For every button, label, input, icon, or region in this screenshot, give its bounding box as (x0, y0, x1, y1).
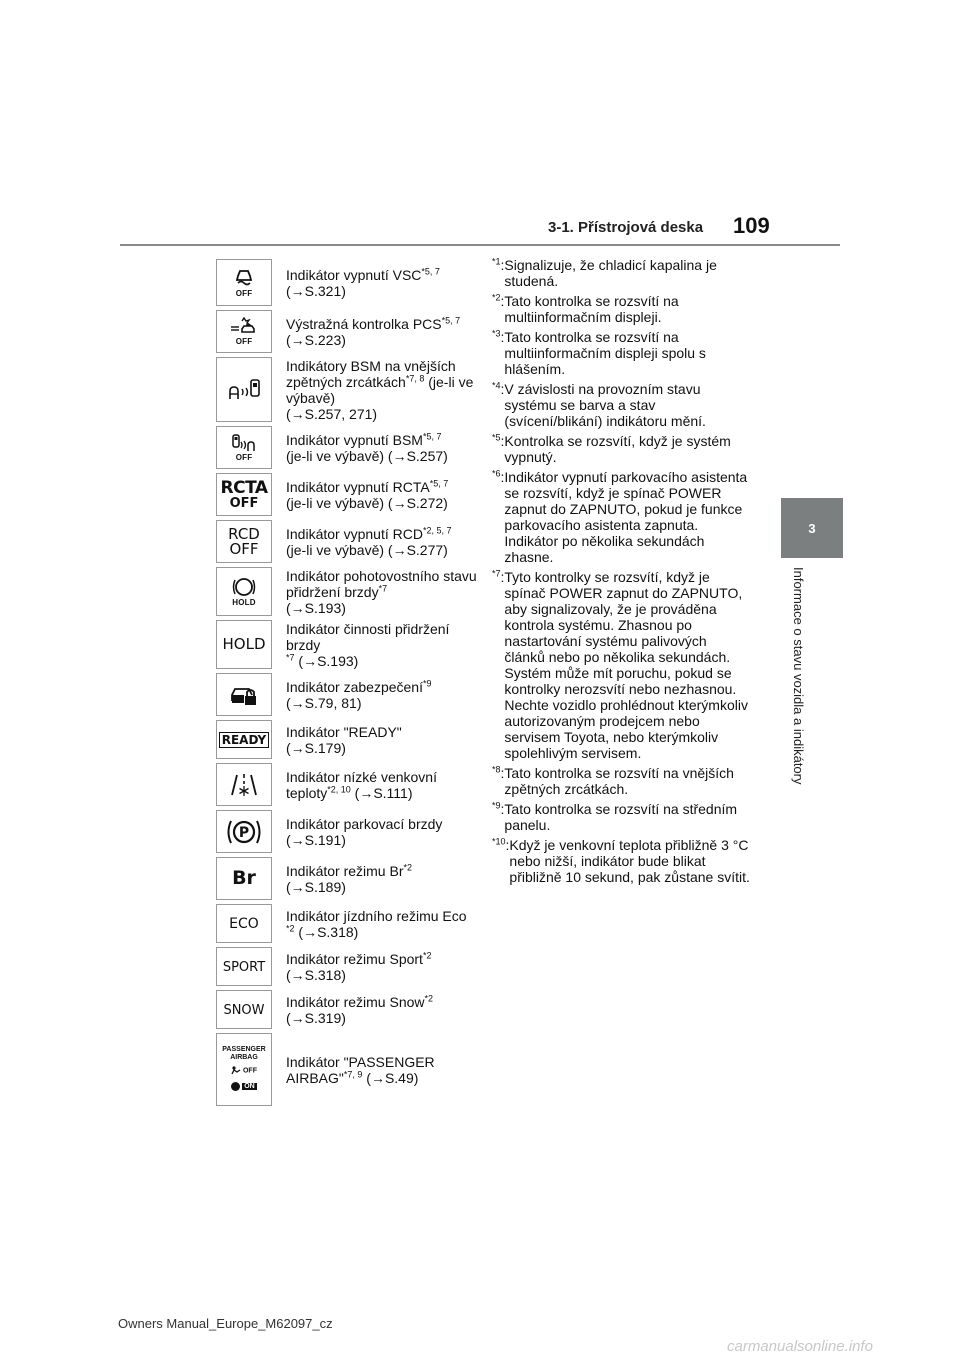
table-row (217, 568, 480, 616)
security-indicator-icon (217, 674, 272, 716)
table-row (217, 674, 480, 716)
indicator-description: Indikátor režimu Snow$^{*2}$ (→S.319) (286, 992, 434, 1026)
footnote-item (492, 433, 750, 465)
table-row (217, 474, 480, 516)
footnote-item (492, 329, 750, 377)
table-row (217, 358, 480, 422)
footnote-mark: $^{*3}$: (492, 328, 505, 345)
vsc-off-icon: OFF (217, 260, 272, 306)
footnote-text: Když je venkovní teplota přibližně 3 °C nebo nižší, indikátor bude blikat přibližně 10 sekund, pak zůstane svítit. (509, 837, 750, 885)
low-outside-temp-icon (217, 764, 272, 806)
footnote-mark: $^{*7}$: (492, 568, 505, 585)
indicator-description: Indikátor parkovací brzdy (→S.191) (286, 815, 443, 848)
br-mode-icon: Br (217, 858, 272, 900)
table-row (217, 521, 480, 563)
footnote-item (492, 293, 750, 325)
chapter-title: Informace o stavu vozidla a indikátory (791, 567, 806, 785)
parking-brake-icon (217, 811, 272, 853)
bsm-mirror-icon (217, 358, 272, 422)
footnote-item (492, 837, 750, 885)
table-row (217, 311, 480, 353)
footnote-text: Tato kontrolka se rozsvítí na vnějších zpětných zrcátkách. (504, 765, 734, 797)
table-row (217, 991, 480, 1029)
sport-mode-icon: SPORT (217, 948, 272, 986)
indicator-description: Indikátor nízké venkovní teploty$^{*2, 10}$ (→S.111) (286, 768, 437, 801)
indicator-description: Indikátor jízdního režimu Eco $^{*2}$ (→S.318) (286, 907, 467, 940)
indicator-description: Indikátor vypnutí RCD$^{*2, 5, 7}$ (je-li ve výbavě) (→S.277) (286, 524, 452, 558)
indicator-description: Indikátor vypnutí RCTA$^{*5, 7}$ (je-li ve výbavě) (→S.272) (286, 477, 449, 511)
pcs-warning-off-icon: OFF (217, 311, 272, 353)
header-divider (120, 244, 840, 246)
table-row (217, 905, 480, 943)
footnote-text: Tato kontrolka se rozsvítí na multiinformačním displeji. (504, 293, 679, 325)
footnote-text: Tato kontrolka se rozsvítí na multiinformačním displeji spolu s hlášením. (504, 329, 706, 377)
footnotes (492, 257, 750, 889)
indicator-description: Výstražná kontrolka PCS$^{*5, 7}$ (→S.223) (286, 314, 461, 348)
section-title: 3-1. Přístrojová deska (548, 219, 704, 236)
footnote-mark: $^{*5}$: (492, 432, 505, 449)
manual-id: Owners Manual_Europe_M62097_cz (118, 1316, 333, 1331)
bsm-off-icon: OFF (217, 427, 272, 469)
footnote-mark: $^{*10}$: (492, 836, 510, 853)
footnote-item (492, 801, 750, 833)
indicator-description: Indikátor "READY" (→S.179) (286, 723, 402, 756)
table-row (217, 1034, 480, 1106)
footnote-mark: $^{*4}$: (492, 380, 505, 397)
table-row (217, 427, 480, 469)
indicator-description: Indikátor zabezpečení$^{*9}$ (→S.79, 81) (286, 677, 432, 711)
indicator-description: Indikátor pohotovostního stavu přidržení brzdy$^{*7}$ (→S.193) (286, 567, 477, 616)
footnote-text: Tato kontrolka se rozsvítí na středním panelu. (504, 801, 738, 833)
brake-hold-operated-icon: HOLD (217, 621, 272, 669)
indicator-description: Indikátor vypnutí VSC$^{*5, 7}$ (→S.321) (286, 265, 440, 299)
brake-hold-standby-icon: HOLD (217, 568, 272, 616)
table-row (217, 948, 480, 986)
indicator-description: Indikátor režimu Br$^{*2}$ (→S.189) (286, 861, 412, 895)
indicator-table (216, 259, 480, 1106)
table-row (217, 721, 480, 759)
footnote-text: Indikátor vypnutí parkovacího asistenta se rozsvítí, když je spínač POWER zapnut do ZAPNUTO, pokud je funkce parkovacího asistenta zapnuta. Indikátor po několika sekundách zhasne. (504, 469, 748, 565)
watermark: carmanualsonline.info (727, 1338, 873, 1355)
indicator-description: Indikátory BSM na vnějších zpětných zrcátkách$^{*7, 8}$ (je-li ve výbavě) (→S.257, 271) (286, 357, 474, 422)
indicator-description: Indikátor činnosti přidržení brzdy $^{*7}$ (→S.193) (286, 620, 450, 669)
eco-mode-icon: ECO (217, 905, 272, 943)
rcta-off-icon: RCTA OFF (217, 474, 272, 516)
footnote-mark: $^{*9}$: (492, 800, 505, 817)
footnote-mark: $^{*8}$: (492, 764, 505, 781)
chapter-tab (781, 498, 843, 558)
footnote-text: Signalizuje, že chladicí kapalina je studená. (504, 257, 717, 289)
indicator-description: Indikátor "PASSENGER AIRBAG"$^{*7, 9}$ (→S.49) (286, 1053, 435, 1086)
indicator-description: Indikátor režimu Sport$^{*2}$ (→S.318) (286, 949, 432, 983)
footnote-text: V závislosti na provozním stavu systému se barva a stav (svícení/blikání) indikátoru mění. (504, 381, 706, 429)
footnote-item (492, 469, 750, 565)
footnote-text: Tyto kontrolky se rozsvítí, když je spínač POWER zapnut do ZAPNUTO, aby signalizovaly, že je prováděna kontrola systému. Zhasnou po nastartování systému palivových článků nebo po několika sekundách. Systém může mít poruchu, pokud se kontrolky nerozsvítí nebo nezhasnou. Nechte vozidlo prohlédnout kterýmkoliv autorizovaným prodejcem nebo servisem Toyota, nebo kterýmkoliv spolehlivým servisem. (504, 569, 748, 761)
ready-indicator-icon: READY (217, 721, 272, 759)
table-row (217, 858, 480, 900)
chapter-number: 3 (808, 520, 816, 536)
table-row (217, 764, 480, 806)
footnote-text: Kontrolka se rozsvítí, když je systém vypnutý. (504, 433, 731, 465)
snow-mode-icon: SNOW (217, 991, 272, 1029)
footnote-item (492, 765, 750, 797)
page-number: 109 (733, 213, 770, 238)
table-row (217, 260, 480, 306)
footnote-item (492, 381, 750, 429)
table-row (217, 621, 480, 669)
rcd-off-icon: RCD OFF (217, 521, 272, 563)
table-row (217, 811, 480, 853)
footnote-mark: $^{*2}$: (492, 292, 505, 309)
indicator-description: Indikátor vypnutí BSM$^{*5, 7}$ (je-li ve výbavě) (→S.257) (286, 430, 448, 464)
footnote-item (492, 257, 750, 289)
passenger-airbag-icon: PASSENGER AIRBAG OFF ON (217, 1034, 272, 1106)
svg-text:P: P (238, 824, 250, 841)
footnote-mark: $^{*6}$: (492, 468, 505, 485)
footnote-mark: $^{*1}$: (492, 256, 505, 273)
footnote-item (492, 569, 750, 761)
